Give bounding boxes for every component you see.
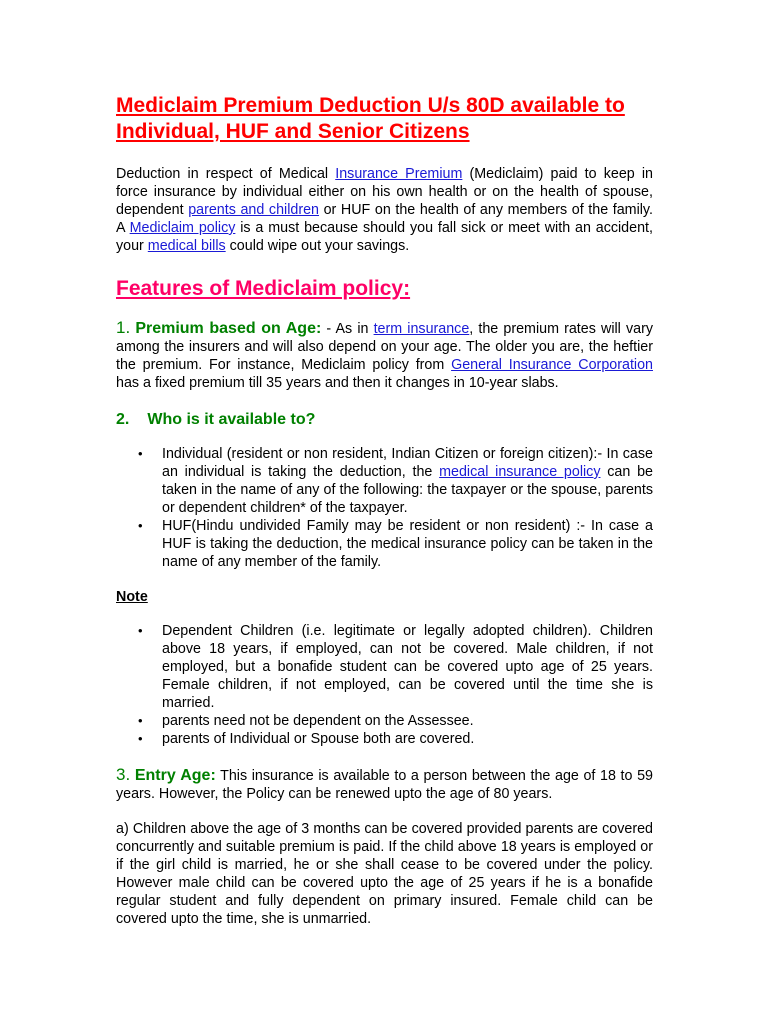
note-list bbox=[116, 622, 653, 748]
insurance-premium-link[interactable]: Insurance Premium bbox=[335, 166, 463, 182]
list-item: • parents need not be dependent on the Assessee. bbox=[162, 712, 653, 730]
term-insurance-link[interactable]: term insurance bbox=[373, 321, 470, 337]
availability-list bbox=[116, 445, 653, 571]
section-heading: Entry Age: bbox=[134, 767, 216, 784]
list-item bbox=[162, 445, 653, 517]
intro-text: Deduction in respect of Medical bbox=[116, 166, 336, 182]
section-text: - As in bbox=[321, 321, 374, 337]
medical-bills-link[interactable]: medical bills bbox=[147, 238, 226, 254]
section-heading: Premium based on Age: bbox=[135, 320, 322, 337]
section-text: , the premium rates will vary among the insurers and will also depend on your age. The older you are, the heftier the premium. For instance, Mediclaim policy from bbox=[116, 321, 653, 373]
section-who-available bbox=[116, 410, 653, 430]
list-item-text: Individual (resident or non resident, Indian Citizen or foreign citizen):- In case an individual is taking the deduction, the bbox=[162, 446, 653, 480]
list-item-text: can be taken in the name of any of the following: the taxpayer or the spouse, parents or dependent children* of the taxpayer. bbox=[162, 464, 653, 516]
parents-and-children-link[interactable]: parents and children bbox=[188, 202, 319, 218]
section-text: has a fixed premium till 35 years and then it changes in 10-year slabs. bbox=[116, 375, 559, 391]
intro-paragraph bbox=[116, 165, 653, 255]
page-title: Mediclaim Premium Deduction U/s 80D available to Individual, HUF and Senior Citizens bbox=[116, 94, 625, 143]
intro-text: could wipe out your savings. bbox=[225, 238, 410, 254]
section-premium-age bbox=[116, 319, 653, 392]
intro-text: is a must because should you fall sick or meet with an accident, your bbox=[116, 220, 653, 254]
section-text: This insurance is available to a person between the age of 18 to 59 years. However, the Policy can be renewed upto the age of 80 years. bbox=[116, 768, 653, 802]
list-item: • HUF(Hindu undivided Family may be resident or non resident) :- In case a HUF is taking the deduction, the medical insurance policy can be taken in the name of any member of the family. bbox=[162, 517, 653, 571]
features-heading: Features of Mediclaim policy: bbox=[116, 277, 411, 300]
list-item: • Dependent Children (i.e. legitimate or legally adopted children). Children above 18 years, if employed, can not be covered. Male children, if not employed, but a bonafide student can be covered upto age of 25 years. Female children, if not employed, can be covered until the time she is married. bbox=[162, 622, 653, 712]
section-entry-age bbox=[116, 766, 653, 803]
general-insurance-corporation-link[interactable]: General Insurance Corporation bbox=[451, 357, 653, 373]
section-number: 1. bbox=[116, 318, 131, 337]
children-coverage-paragraph: a) Children above the age of 3 months can be covered provided parents are covered concurrently and suitable premium is paid. If the child above 18 years is employed or if the girl child is married, he or she shall cease to be covered under the policy. However male child can be covered upto the age of 25 years if he is a bonafide regular student and fully dependent on primary insured. Female child can be covered upto the time, she is unmarried. bbox=[116, 821, 653, 927]
mediclaim-policy-link[interactable]: Mediclaim policy bbox=[129, 220, 236, 236]
section-number: 2. bbox=[116, 411, 130, 428]
note-label: Note bbox=[116, 589, 148, 605]
list-item: • parents of Individual or Spouse both are covered. bbox=[162, 730, 653, 748]
intro-text: (Mediclaim) paid to keep in force insurance by individual either on his own health or on the health of spouse, dependent bbox=[116, 166, 654, 218]
medical-insurance-policy-link[interactable]: medical insurance policy bbox=[439, 464, 601, 480]
section-number: 3. bbox=[116, 765, 131, 784]
section-heading: Who is it available to? bbox=[147, 411, 316, 428]
intro-text: or HUF on the health of any members of the family. A bbox=[116, 202, 653, 236]
document-content bbox=[116, 93, 653, 928]
